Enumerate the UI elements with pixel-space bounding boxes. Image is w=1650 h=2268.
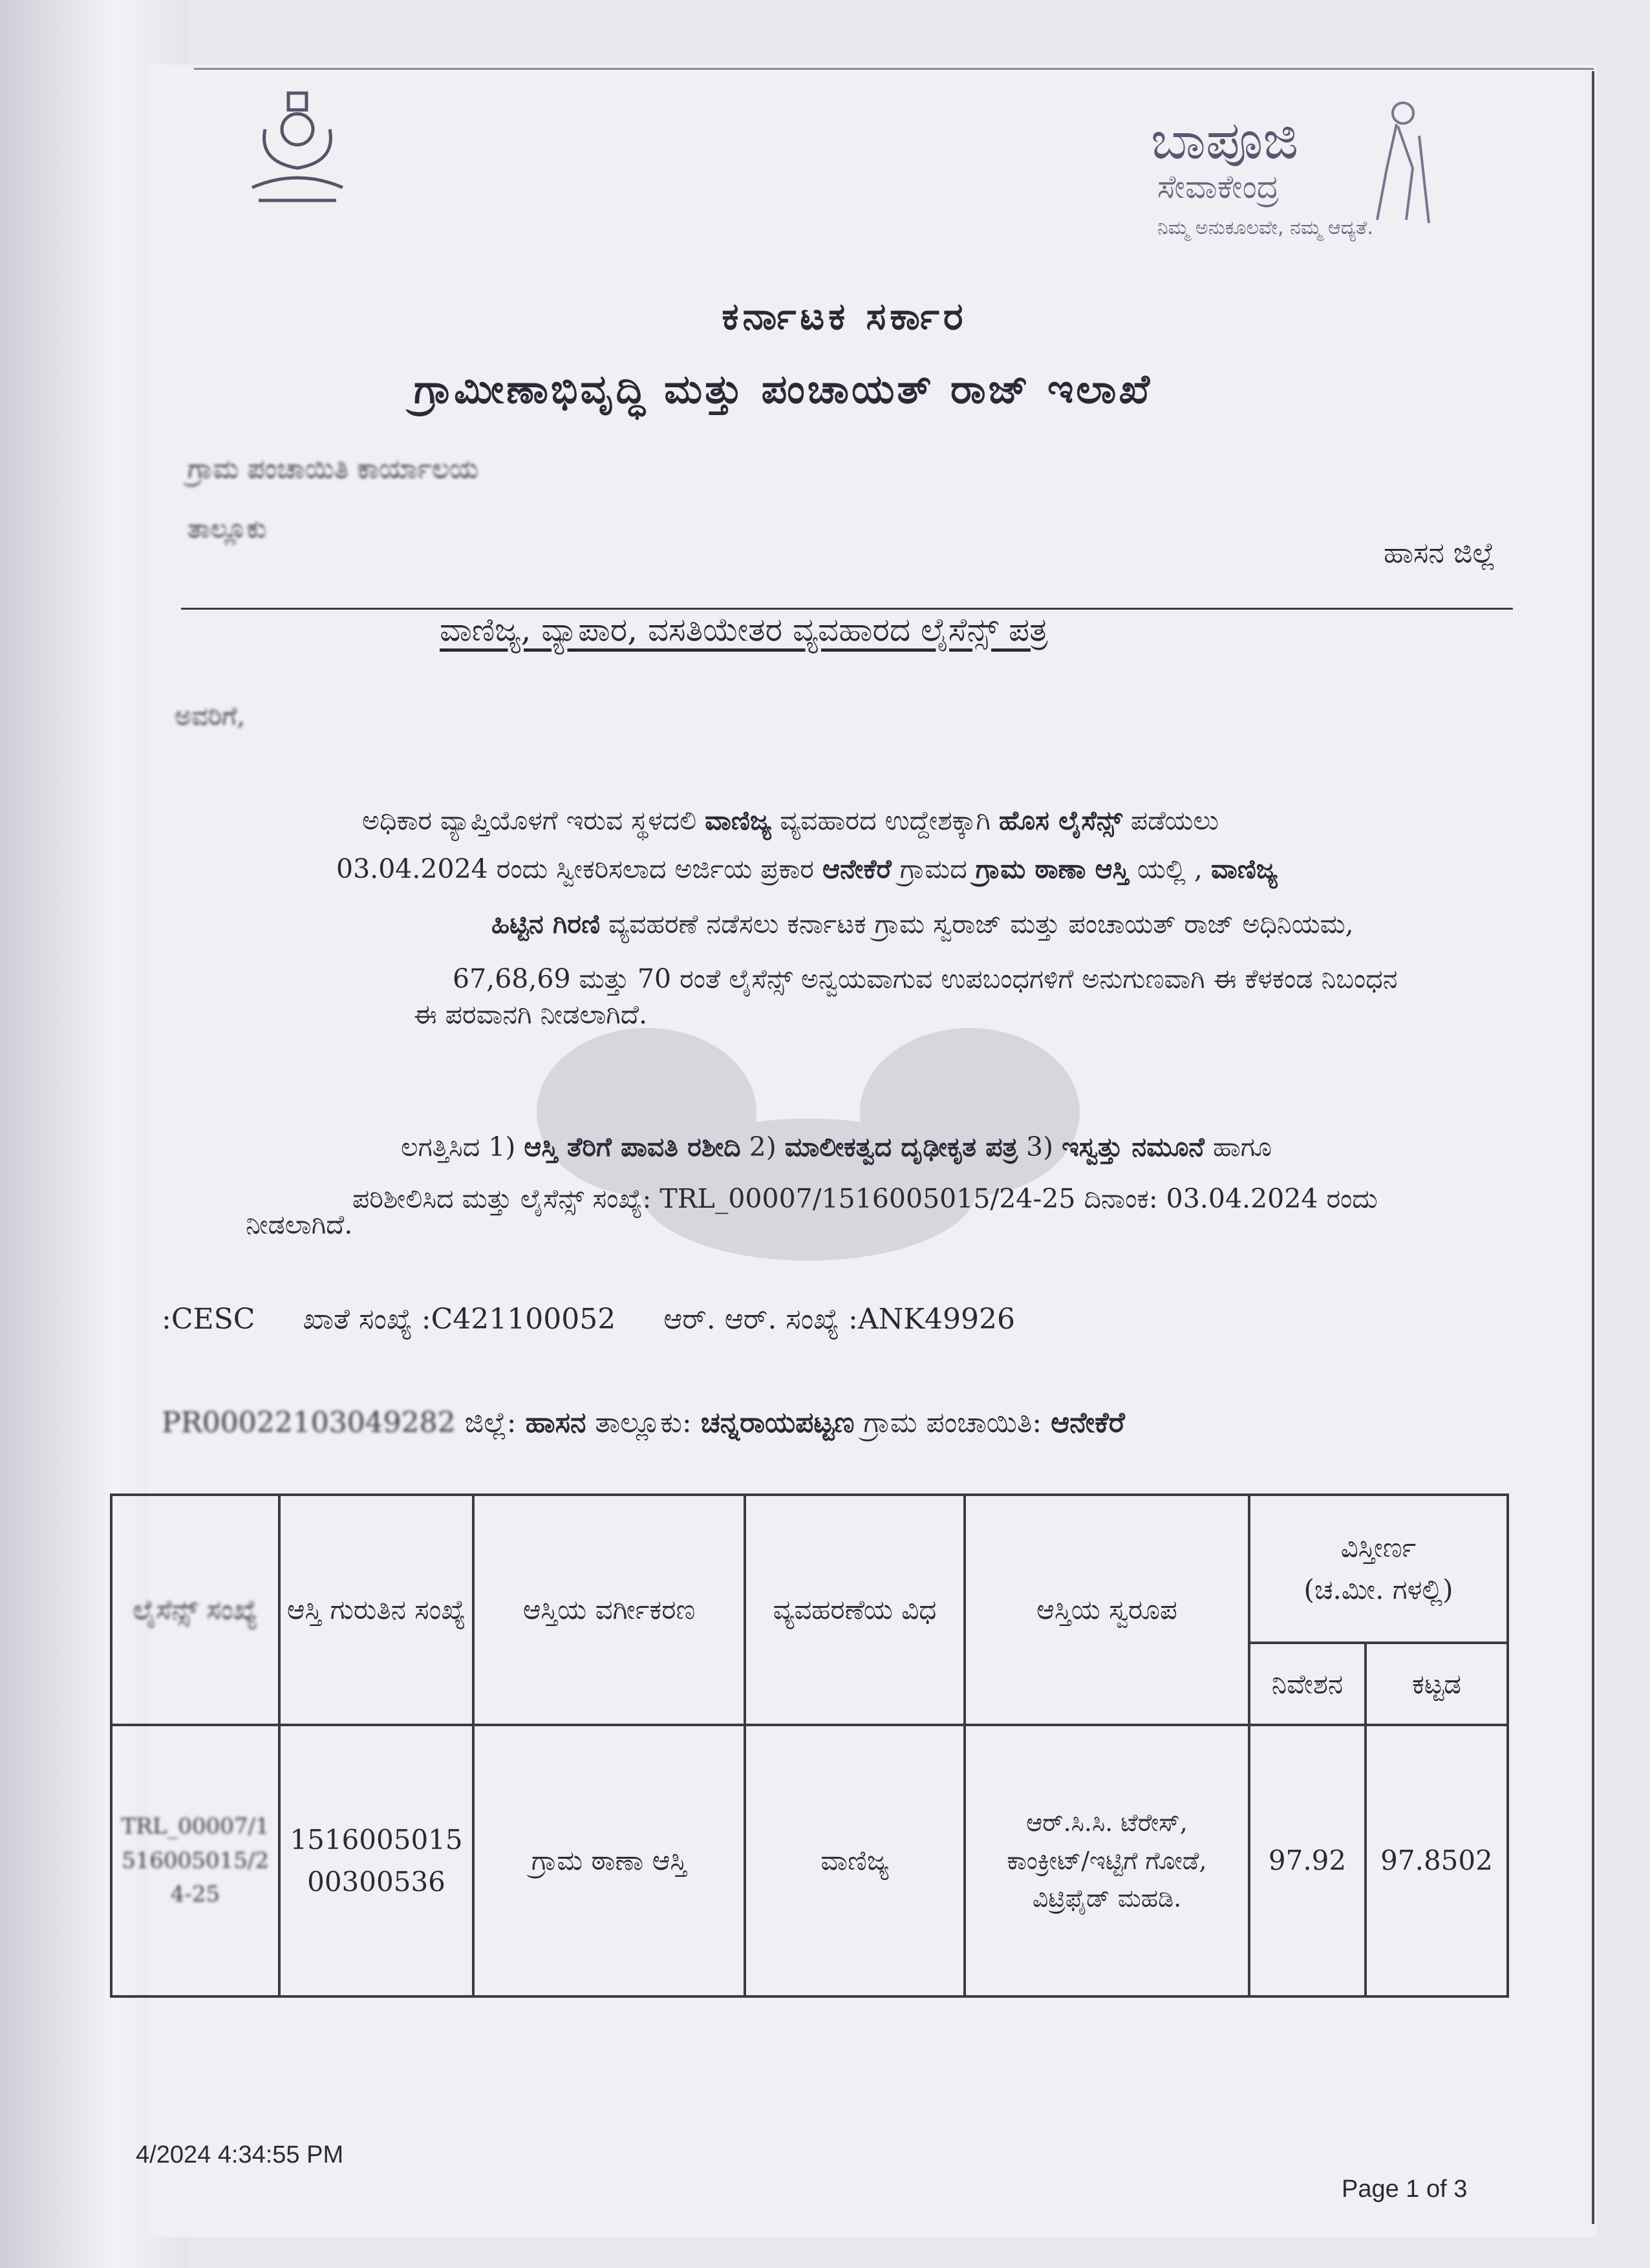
account-number: :C421100052 xyxy=(421,1303,616,1336)
col-classification: ಆಸ್ತಿಯ ವರ್ಗೀಕರಣ xyxy=(473,1495,745,1725)
paragraph-text: ಹಿಟ್ಟಿನ ಗಿರಣಿ xyxy=(491,908,601,939)
cell-property-id xyxy=(279,1725,473,1996)
cell-building-area: 97.8502 xyxy=(1366,1725,1508,1996)
account-label: ಖಾತೆ ಸಂಖ್ಯೆ xyxy=(303,1303,412,1336)
paragraph-text: ಈ ಪರವಾನಗಿ ನೀಡಲಾಗಿದೆ. xyxy=(414,999,647,1030)
page-border-right xyxy=(1592,71,1594,2224)
page-border-top xyxy=(194,68,1594,70)
property-code: PR00022103049282 xyxy=(162,1406,456,1439)
col-area xyxy=(1249,1495,1508,1643)
office-line: ಗ್ರಾಮ ಪಂಚಾಯಿತಿ ಕಾರ್ಯಾಲಯ xyxy=(188,453,478,484)
cell-trade-type: ವಾಣಿಜ್ಯ xyxy=(745,1725,965,1996)
district-field-label: ಜಿಲ್ಲೆ: xyxy=(464,1406,517,1439)
paragraph-text: ಗ್ರಾಮ ಠಾಣಾ ಆಸ್ತಿ xyxy=(975,853,1129,884)
area-label: ವಿಸ್ತೀರ್ಣ xyxy=(1340,1532,1417,1564)
paragraph-text: ಇಸ್ವತ್ತು ನಮೂನೆ xyxy=(1062,1131,1205,1162)
paragraph-text: ವಾಣಿಜ್ಯ xyxy=(705,805,772,836)
district-value: ಹಾಸನ xyxy=(525,1406,586,1439)
nature-line-2: ಕಾಂಕ್ರೀಟ್/ಇಟ್ಟಿಗೆ ಗೋಡೆ, xyxy=(1007,1846,1207,1875)
print-timestamp: 4/2024 4:34:55 PM xyxy=(136,2141,344,2168)
col-trade-type: ವ್ಯವಹರಣೆಯ ವಿಧ xyxy=(745,1495,965,1725)
col-license-no: ಲೈಸೆನ್ಸ್ ಸಂಖ್ಯೆ xyxy=(111,1495,279,1725)
table-header-row xyxy=(111,1495,1508,1643)
para1-line xyxy=(414,999,647,1031)
government-emblem-icon xyxy=(246,91,349,207)
paragraph-text: ಗ್ರಾಮದ xyxy=(891,853,976,884)
paragraph-text: ವಾಣಿಜ್ಯ xyxy=(1210,853,1278,884)
paragraph-text: ನೀಡಲಾಗಿದೆ. xyxy=(246,1209,353,1240)
property-id-part2: 00300536 xyxy=(307,1866,445,1898)
taluk-value: ಚನ್ನರಾಯಪಟ್ಟಣ xyxy=(700,1406,855,1439)
dept-title: ಗ್ರಾಮೀಣಾಭಿವೃದ್ಧಿ ಮತ್ತು ಪಂಚಾಯತ್ ರಾಜ್ ಇಲಾಖೆ xyxy=(414,365,1152,412)
paragraph-text: ಅಧಿಕಾರ ವ್ಯಾಪ್ತಿಯೊಳಗೆ ಇರುವ ಸ್ಥಳದಲಿ xyxy=(362,805,705,836)
addressee: ಅವರಿಗೆ, xyxy=(175,701,246,731)
cell-license-no: TRL_00007/1516005015/24-25 xyxy=(111,1725,279,1996)
para2-line xyxy=(401,1131,1272,1163)
page-number: Page 1 of 3 xyxy=(1342,2176,1468,2203)
paragraph-text: ಆಸ್ತಿ ತೆರಿಗೆ ಪಾವತಿ ರಶೀದಿ xyxy=(524,1131,741,1162)
paragraph-text: 2) xyxy=(740,1131,785,1162)
license-table xyxy=(110,1493,1509,1998)
nature-line-3: ವಿಟ್ರಿಫೈಡ್ ಮಹಡಿ. xyxy=(1032,1884,1182,1913)
cell-site-area: 97.92 xyxy=(1249,1725,1366,1996)
document-title: ವಾಣಿಜ್ಯ, ವ್ಯಾಪಾರ, ವಸತಿಯೇತರ ವ್ಯವಹಾರದ ಲೈಸೆನ್ಸ್ ಪತ್ರ xyxy=(440,611,1048,648)
nature-line-1: ಆರ್.ಸಿ.ಸಿ. ಟೆರೇಸ್, xyxy=(1026,1808,1188,1837)
para1-line xyxy=(491,908,1354,940)
electricity-ids xyxy=(162,1303,1015,1336)
logo-subtitle: ಸೇವಾಕೇಂದ್ರ xyxy=(1157,168,1280,206)
cell-nature xyxy=(965,1725,1249,1996)
property-id-part1: 1516005015 xyxy=(290,1823,463,1856)
paragraph-text: ಆನೇಕೆರೆ xyxy=(822,853,892,884)
para2-line xyxy=(246,1209,352,1241)
para1-line xyxy=(453,963,1398,995)
paragraph-text: 3) xyxy=(1017,1131,1062,1162)
escom-name: :CESC xyxy=(162,1303,255,1336)
paragraph-text: ವ್ಯವಹಾರದ ಉದ್ದೇಶಕ್ಕಾಗಿ xyxy=(771,805,999,836)
logo-tagline: ನಿಮ್ಮ ಅನುಕೂಲವೇ, ನಮ್ಮ ಆದ್ಯತೆ. xyxy=(1157,217,1373,239)
logo-title: ಬಾಪೂಜಿ xyxy=(1151,110,1299,171)
table-row xyxy=(111,1725,1508,1996)
gandhi-figure-icon xyxy=(1358,97,1435,226)
rr-number: :ANK49926 xyxy=(848,1303,1015,1336)
col-nature: ಆಸ್ತಿಯ ಸ್ವರೂಪ xyxy=(965,1495,1249,1725)
header-divider xyxy=(181,608,1513,610)
paragraph-text: ವ್ಯವಹರಣೆ ನಡೆಸಲು ಕರ್ನಾಟಕ ಗ್ರಾಮ ಸ್ವರಾಜ್ ಮತ್ತು ಪಂಚಾಯತ್ ರಾಜ್ ಅಧಿನಿಯಮ, xyxy=(600,908,1354,939)
paragraph-text: 03.04.2024 ರಂದು ಸ್ವೀಕರಿಸಲಾದ ಅರ್ಜಿಯ ಪ್ರಕಾರ xyxy=(336,853,823,884)
col-site: ನಿವೇಶನ xyxy=(1249,1643,1366,1725)
paragraph-text: ಮಾಲೀಕತ್ವದ ದೃಢೀಕೃತ ಪತ್ರ xyxy=(784,1131,1018,1162)
rr-label: ಆರ್. ಆರ್. ಸಂಖ್ಯೆ xyxy=(663,1303,840,1336)
paragraph-text: 67,68,69 ಮತ್ತು 70 ರಂತೆ ಲೈಸೆನ್ಸ್ ಅನ್ವಯವಾಗುವ ಉಪಬಂಧಗಳಿಗೆ ಅನುಗುಣವಾಗಿ ಈ ಕೆಳಕಂಡ ನಿಬಂಧನ xyxy=(453,963,1398,994)
cell-classification: ಗ್ರಾಮ ಠಾಣಾ ಆಸ್ತಿ xyxy=(473,1725,745,1996)
area-unit: (ಚ.ಮೀ. ಗಳಲ್ಲಿ) xyxy=(1303,1574,1453,1606)
gp-field-label: ಗ್ರಾಮ ಪಂಚಾಯಿತಿ: xyxy=(863,1406,1042,1439)
bapuji-logo xyxy=(1151,97,1435,246)
location-line xyxy=(162,1406,1125,1439)
paragraph-text: ಪರಿಶೀಲಿಸಿದ ಮತ್ತು ಲೈಸೆನ್ಸ್ ಸಂಖ್ಯೆ: TRL_00007/1516005015/24-25 ದಿನಾಂಕ: 03.04.2024 ರಂದು xyxy=(352,1183,1378,1214)
gp-value: ಆನೇಕೆರೆ xyxy=(1051,1406,1125,1439)
gov-title: ಕರ್ನಾಟಕ ಸರ್ಕಾರ xyxy=(722,294,967,338)
district-label: ಹಾಸನ ಜಿಲ್ಲೆ xyxy=(1384,537,1495,570)
paragraph-text: ಯಲ್ಲಿ , xyxy=(1128,853,1211,884)
col-property-id: ಆಸ್ತಿ ಗುರುತಿನ ಸಂಖ್ಯೆ xyxy=(279,1495,473,1725)
paragraph-text: ಹಾಗೂ xyxy=(1204,1131,1272,1162)
office-line-taluk: ತಾಲ್ಲೂಕು xyxy=(188,514,267,544)
paragraph-text: ಲಗತ್ತಿಸಿದ 1) xyxy=(401,1131,524,1162)
para1-line xyxy=(336,853,1278,885)
col-building: ಕಟ್ಟಡ xyxy=(1366,1643,1508,1725)
taluk-field-label: ತಾಲ್ಲೂಕು: xyxy=(595,1406,692,1439)
para1-line xyxy=(362,805,1219,837)
paragraph-text: ಹೊಸ ಲೈಸೆನ್ಸ್ xyxy=(998,805,1122,836)
para2-line xyxy=(352,1183,1378,1215)
paragraph-text: ಪಡೆಯಲು xyxy=(1122,805,1219,836)
